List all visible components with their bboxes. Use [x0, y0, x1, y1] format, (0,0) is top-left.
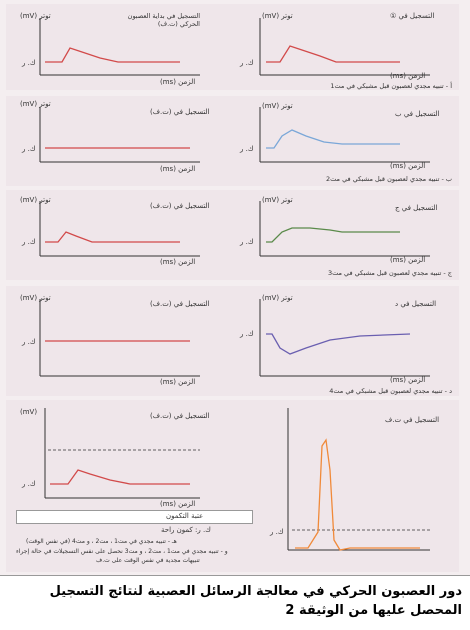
row-c-left-title: التسجيل في (ت.ف): [150, 202, 210, 210]
row-b-right-ylabel: توتر (mV): [262, 102, 293, 110]
row-a-left-ylabel: توتر (mV): [20, 12, 51, 20]
legend-line1: هـ - تنبيه مجدي في مت1 ، مت2 ، و مت4 (في نفس الوقت): [26, 538, 177, 545]
row-e-right-level: ك. ر: [270, 528, 284, 536]
row-b-right-xlabel: الزمن (ms): [390, 162, 426, 170]
row-a-caption: أ - تنبيه مجدي لعصبون قبل مشبكي في مت1: [330, 82, 452, 90]
row-b-left-title: التسجيل في (ت.ف): [150, 108, 210, 116]
row-d-left-title: التسجيل في (ت.ف): [150, 300, 210, 308]
row-d-left-ylabel: توتر (mV): [20, 294, 51, 302]
row-a-right-xlabel: الزمن (ms): [390, 72, 426, 80]
row-d-right-ylabel: توتر (mV): [262, 294, 293, 302]
legend-box: [16, 510, 251, 570]
legend-resting: ك. ر: كمون راحة: [161, 526, 211, 534]
row-c-right-ylabel: توتر (mV): [262, 196, 293, 204]
legend-line3: تنبيهات مجدية في نفس الوقت على ت.ف: [96, 557, 200, 564]
row-d-right-level: ك. ر: [240, 330, 254, 338]
legend-line2: و - تنبيه مجدي في مت1 ، مت2 ، و مت3 نحصل على نفس التسجيلات في حالة إجراء: [16, 548, 228, 555]
row-c-left-ylabel: توتر (mV): [20, 196, 51, 204]
row-b-right-level: ك. ر: [240, 145, 254, 153]
row-e-left-xlabel: الزمن (ms): [160, 500, 196, 508]
row-d-left-level: ك. ر: [22, 338, 36, 346]
legend-threshold: عتبة التكمون: [166, 512, 204, 520]
row-a-right-title: التسجيل في ①: [390, 12, 435, 20]
row-b-left-ylabel: توتر (mV): [20, 100, 51, 108]
row-e-left-title: التسجيل في (ت.ف): [150, 412, 210, 420]
row-c-left-level: ك. ر: [22, 238, 36, 246]
row-d-right-xlabel: الزمن (ms): [390, 376, 426, 384]
row-c-left-xlabel: الزمن (ms): [160, 258, 196, 266]
row-b-right-title: التسجيل في ب: [395, 110, 440, 118]
row-e-left-level: ك. ر: [22, 480, 36, 488]
row-d-left-xlabel: الزمن (ms): [160, 378, 196, 386]
row-b-left-xlabel: الزمن (ms): [160, 165, 196, 173]
row-c-caption: ج - تنبيه مجدي لعصبون قبل مشبكي في مت3: [327, 269, 452, 277]
row-c-graphs: [0, 186, 470, 281]
row-a-right-level: ك. ر: [240, 59, 254, 67]
row-b-left-level: ك. ر: [22, 145, 36, 153]
row-a-right-ylabel: توتر (mV): [262, 12, 293, 20]
row-b-graphs: [0, 92, 470, 187]
legend-header: [16, 510, 253, 524]
row-a-left-xlabel: الزمن (ms): [160, 78, 196, 86]
footer-caption-box: [0, 575, 470, 630]
row-c-right-level: ك. ر: [240, 238, 254, 246]
row-e-left-ylabel: (mV): [20, 408, 38, 416]
footer-caption-text: دور العصبون الحركي في معالجة الرسائل العصبية لنتائج التسجيل المحصل عليها من الوثيقة 2: [49, 584, 462, 618]
row-d-right-title: التسجيل في د: [395, 300, 437, 308]
row-d-caption: د - تنبيه مجدي لعصبون قبل مشبكي في مت4: [329, 387, 452, 395]
row-c-right-xlabel: الزمن (ms): [390, 256, 426, 264]
row-c-right-title: التسجيل في ج: [395, 204, 438, 212]
row-e-right-title: التسجيل في ت.ف: [385, 416, 440, 424]
row-a-left-level: ك. ر: [22, 59, 36, 67]
row-b-caption: ب - تنبيه مجدي لعصبون قبل مشبكي في مت2: [326, 175, 452, 183]
row-a-left-title: التسجيل في بداية العصبون الحركي (ت.ف): [127, 12, 200, 28]
